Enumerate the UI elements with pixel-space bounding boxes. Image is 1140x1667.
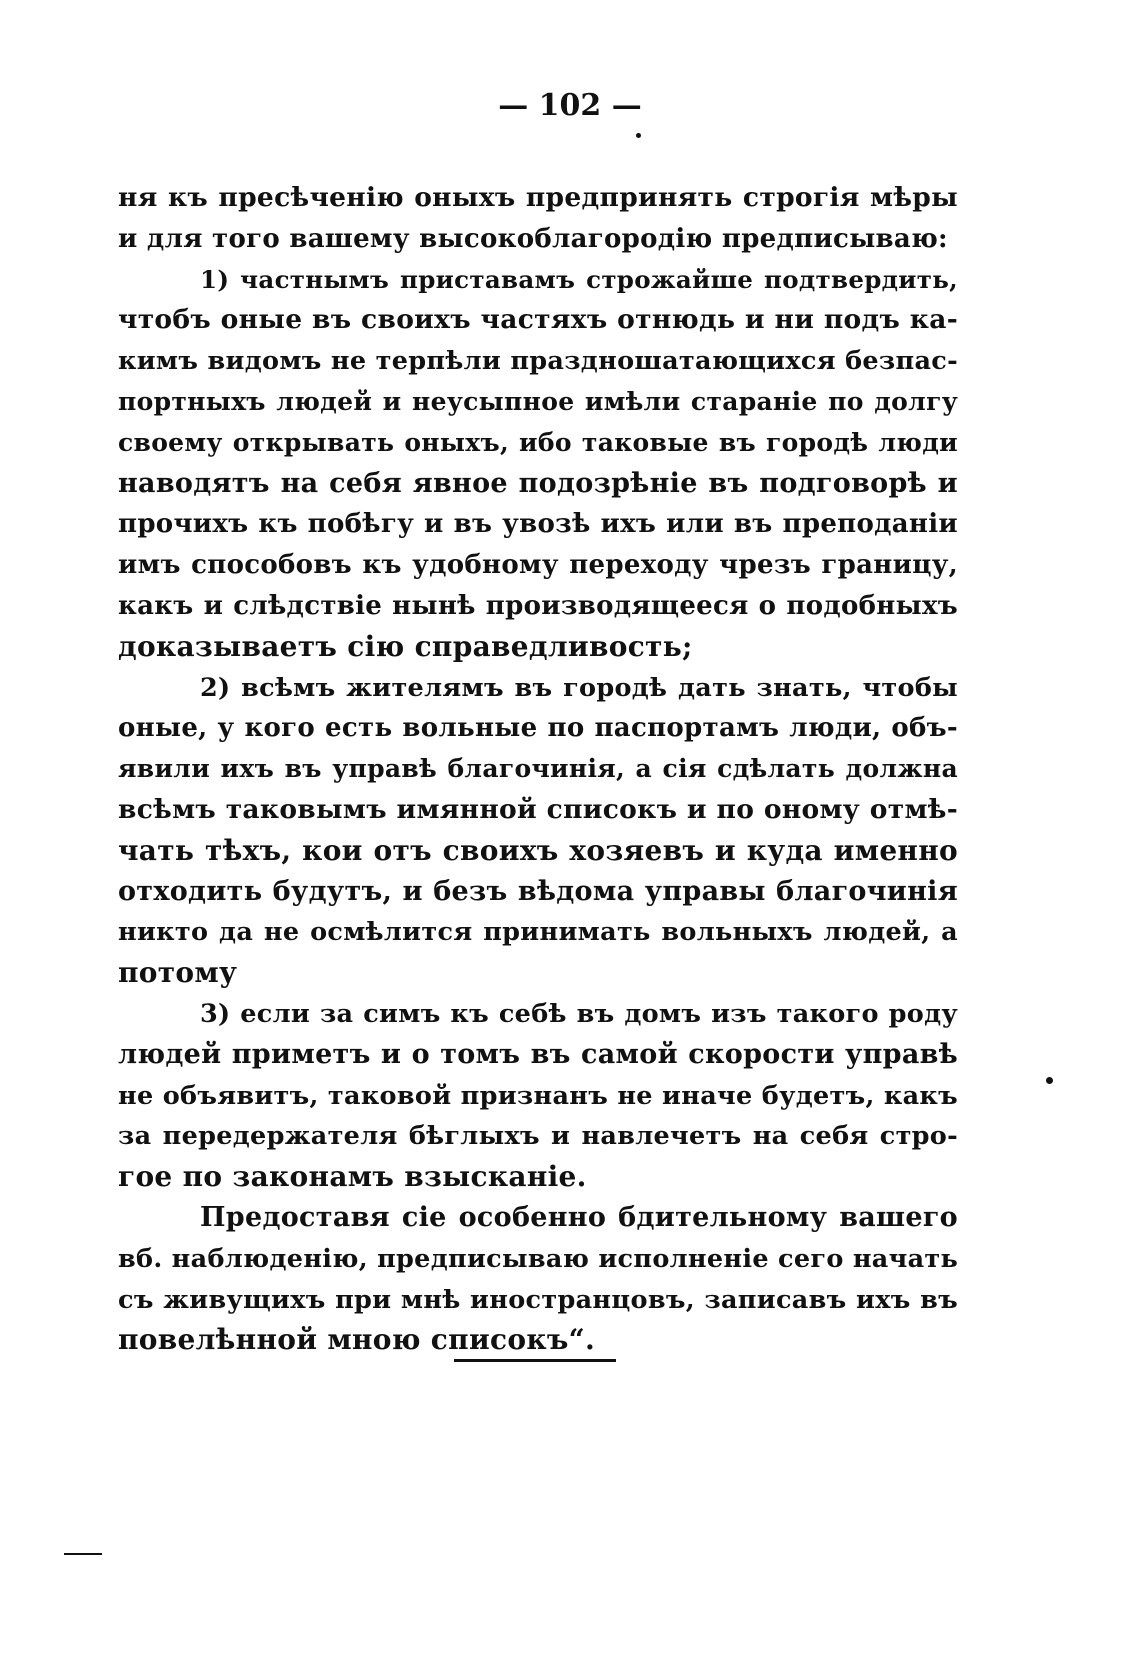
text-line: наводятъ на себя явное подозрѣніе въ подговорѣ и — [118, 467, 958, 499]
text-line: потому — [118, 956, 238, 990]
text-line: 1) частнымъ приставамъ строжайше подтвердить, — [200, 264, 958, 294]
text-line: 2) всѣмъ жителямъ въ городѣ дать знать, чтобы — [200, 672, 958, 703]
margin-mark — [64, 1553, 102, 1555]
text-line: какъ и слѣдствіе нынѣ производящееся о подобныхъ — [118, 590, 958, 621]
text-line: явили ихъ въ управѣ благочинія, а сія сдѣлать должна — [118, 754, 958, 784]
text-line: своему открывать оныхъ, ибо таковые въ городѣ люди — [118, 427, 958, 457]
text-line: людей приметъ и о томъ въ самой скорости управѣ — [118, 1038, 958, 1070]
text-line: ня къ пресѣченію оныхъ предпринять строгія мѣры — [118, 182, 958, 213]
print-speck — [1046, 1077, 1053, 1084]
text-line: гое по законамъ взысканіе. — [118, 1160, 587, 1194]
text-line: кимъ видомъ не терпѣли праздношатающихся безпас- — [118, 346, 958, 377]
text-line: Предоставя сіе особенно бдительному вашего — [200, 1201, 958, 1233]
text-line: съ живущихъ при мнѣ иностранцовъ, записавъ ихъ въ — [118, 1284, 958, 1315]
body-text — [118, 178, 958, 1361]
text-line: портныхъ людей и неусыпное имѣли стараніе по долгу — [118, 386, 958, 416]
text-line: чать тѣхъ, кои отъ своихъ хозяевъ и куда именно — [118, 833, 958, 867]
text-line: оные, у кого есть вольные по паспортамъ люди, объ- — [118, 713, 958, 744]
text-line: не объявитъ, таковой признанъ не иначе будетъ, какъ — [118, 1080, 958, 1111]
text-line: никто да не осмѣлится принимать вольныхъ людей, а — [118, 917, 958, 948]
print-speck — [636, 133, 641, 138]
text-line: прочихъ къ побѣгу и въ увозѣ ихъ или въ преподаніи — [118, 509, 958, 540]
text-line: вб. наблюденію, предписываю исполненіе сего начать — [118, 1243, 958, 1274]
text-line: отходить будутъ, и безъ вѣдома управы благочинія — [118, 875, 958, 907]
text-line: всѣмъ таковымъ имянной списокъ и по оному отмѣ- — [118, 793, 958, 825]
text-line: чтобъ оные въ своихъ частяхъ отнюдь и ни подъ ка- — [118, 304, 958, 336]
text-line: доказываетъ сію справедливость; — [118, 629, 693, 663]
text-line: за передержателя бѣглыхъ и навлечетъ на себя стро- — [118, 1121, 958, 1152]
text-line: и для того вашему высокоблагородію предписываю: — [118, 223, 948, 254]
text-line: 3) если за симъ къ себѣ въ домъ изъ такого роду — [200, 998, 958, 1029]
section-end-rule — [454, 1359, 616, 1362]
text-line: повелѣнной мною списокъ“. — [118, 1323, 596, 1357]
page-number: — 102 — — [498, 88, 642, 123]
text-line: имъ способовъ къ удобному переходу чрезъ границу, — [118, 550, 958, 581]
